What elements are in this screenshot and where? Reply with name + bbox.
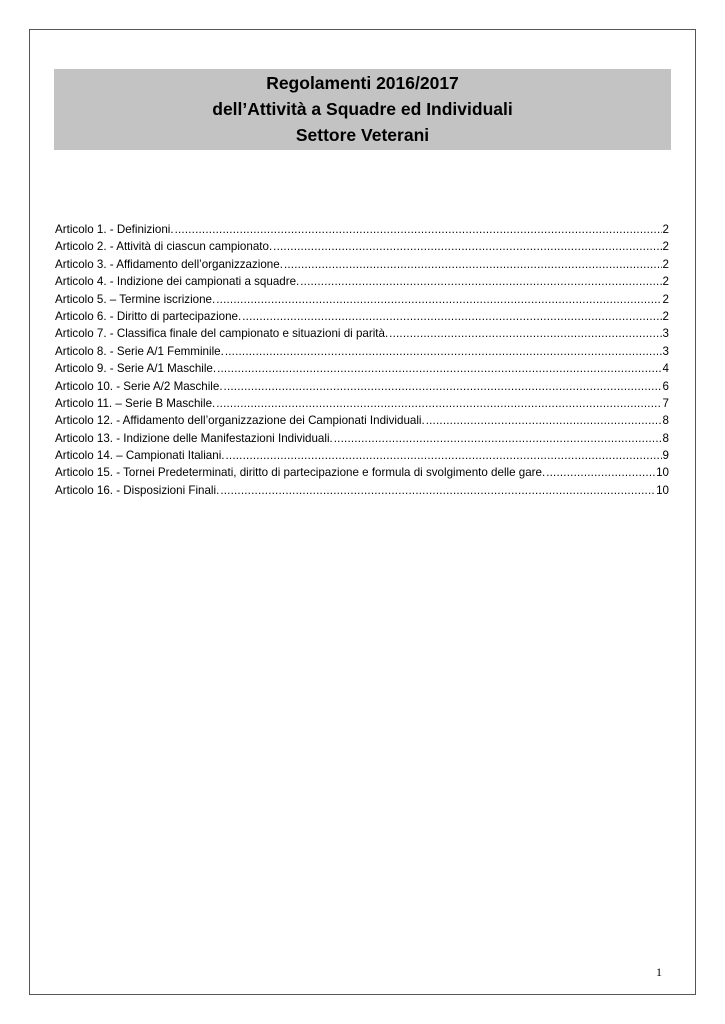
toc-leader-dots <box>216 291 661 308</box>
toc-entry-page: 2 <box>662 275 669 289</box>
toc-leader-dots <box>175 221 662 238</box>
title-line-3: Settore Veterani <box>295 125 430 145</box>
toc-entry-label: Articolo 3. - Affidamento dell’organizzazione. <box>55 257 283 271</box>
toc-entry-page: 10 <box>656 483 669 497</box>
toc-leader-dots <box>300 273 661 290</box>
toc-entry-8[interactable] <box>55 343 669 360</box>
toc-entry-label: Articolo 1. - Definizioni. <box>55 223 174 236</box>
toc-entry-label: Articolo 16. - Disposizioni Finali. <box>55 483 220 497</box>
toc-leader-dots <box>284 256 662 273</box>
toc-entry-page: 2 <box>662 309 669 323</box>
toc-entry-9[interactable] <box>55 360 669 377</box>
toc-entry-page: 2 <box>662 292 669 306</box>
toc-entry-4[interactable] <box>55 273 669 290</box>
toc-entry-7[interactable] <box>55 325 669 342</box>
title-line-1: Regolamenti 2016/2017 <box>266 73 459 93</box>
toc-leader-dots <box>220 482 655 499</box>
toc-leader-dots <box>226 447 662 464</box>
toc-entry-13[interactable] <box>55 430 669 447</box>
toc-entry-10[interactable] <box>55 378 669 395</box>
table-of-contents <box>55 221 669 499</box>
page-border <box>29 29 696 995</box>
toc-entry-label: Articolo 5. – Termine iscrizione. <box>55 292 216 306</box>
toc-entry-16[interactable] <box>55 482 669 499</box>
toc-leader-dots <box>216 395 661 412</box>
toc-entry-page: 9 <box>662 449 669 463</box>
toc-entry-3[interactable] <box>55 256 669 273</box>
toc-entry-page: 3 <box>662 344 669 358</box>
toc-leader-dots <box>426 412 662 429</box>
toc-entry-1[interactable] <box>55 221 669 238</box>
title-banner <box>54 69 671 150</box>
toc-entry-page: 4 <box>662 362 669 376</box>
toc-entry-label: Articolo 14. – Campionati Italiani. <box>55 449 225 463</box>
toc-entry-label: Articolo 8. - Serie A/1 Femminile. <box>55 344 224 358</box>
toc-entry-page: 2 <box>662 257 669 271</box>
toc-leader-dots <box>334 430 662 447</box>
toc-entry-page: 2 <box>662 223 669 236</box>
toc-entry-11[interactable] <box>55 395 669 412</box>
toc-entry-label: Articolo 2. - Attività di ciascun campionato. <box>55 240 273 254</box>
toc-entry-page: 8 <box>662 431 669 445</box>
toc-entry-page: 6 <box>662 379 669 393</box>
toc-entry-label: Articolo 4. - Indizione dei campionati a squadre. <box>55 275 300 289</box>
toc-entry-12[interactable] <box>55 412 669 429</box>
toc-entry-label: Articolo 9. - Serie A/1 Maschile. <box>55 362 217 376</box>
toc-leader-dots <box>242 308 661 325</box>
toc-entry-label: Articolo 12. - Affidamento dell’organizzazione dei Campionati Individuali. <box>55 414 425 428</box>
toc-leader-dots <box>217 360 661 377</box>
toc-entry-label: Articolo 15. - Tornei Predeterminati, diritto di partecipazione e formula di svolgimento delle gare. <box>55 466 546 480</box>
toc-entry-label: Articolo 13. - Indizione delle Manifestazioni Individuali. <box>55 431 333 445</box>
title-line-2: dell’Attività a Squadre ed Individuali <box>212 99 513 119</box>
toc-entry-label: Articolo 7. - Classifica finale del campionato e situazioni di parità. <box>55 327 389 341</box>
toc-entry-14[interactable] <box>55 447 669 464</box>
page-number: 1 <box>656 965 662 979</box>
toc-entry-label: Articolo 6. - Diritto di partecipazione. <box>55 309 242 323</box>
toc-entry-5[interactable] <box>55 291 669 308</box>
toc-entry-2[interactable] <box>55 238 669 255</box>
toc-entry-page: 10 <box>656 466 669 480</box>
toc-leader-dots <box>273 238 661 255</box>
toc-leader-dots <box>225 343 662 360</box>
toc-entry-label: Articolo 10. - Serie A/2 Maschile. <box>55 379 223 393</box>
toc-entry-page: 8 <box>662 414 669 428</box>
toc-leader-dots <box>389 325 661 342</box>
toc-entry-6[interactable] <box>55 308 669 325</box>
toc-entry-label: Articolo 11. – Serie B Maschile. <box>55 396 216 410</box>
toc-entry-page: 2 <box>662 240 669 254</box>
toc-leader-dots <box>546 464 655 481</box>
toc-entry-page: 3 <box>662 327 669 341</box>
toc-entry-page: 7 <box>662 396 669 410</box>
toc-leader-dots <box>224 378 662 395</box>
toc-entry-15[interactable] <box>55 464 669 481</box>
